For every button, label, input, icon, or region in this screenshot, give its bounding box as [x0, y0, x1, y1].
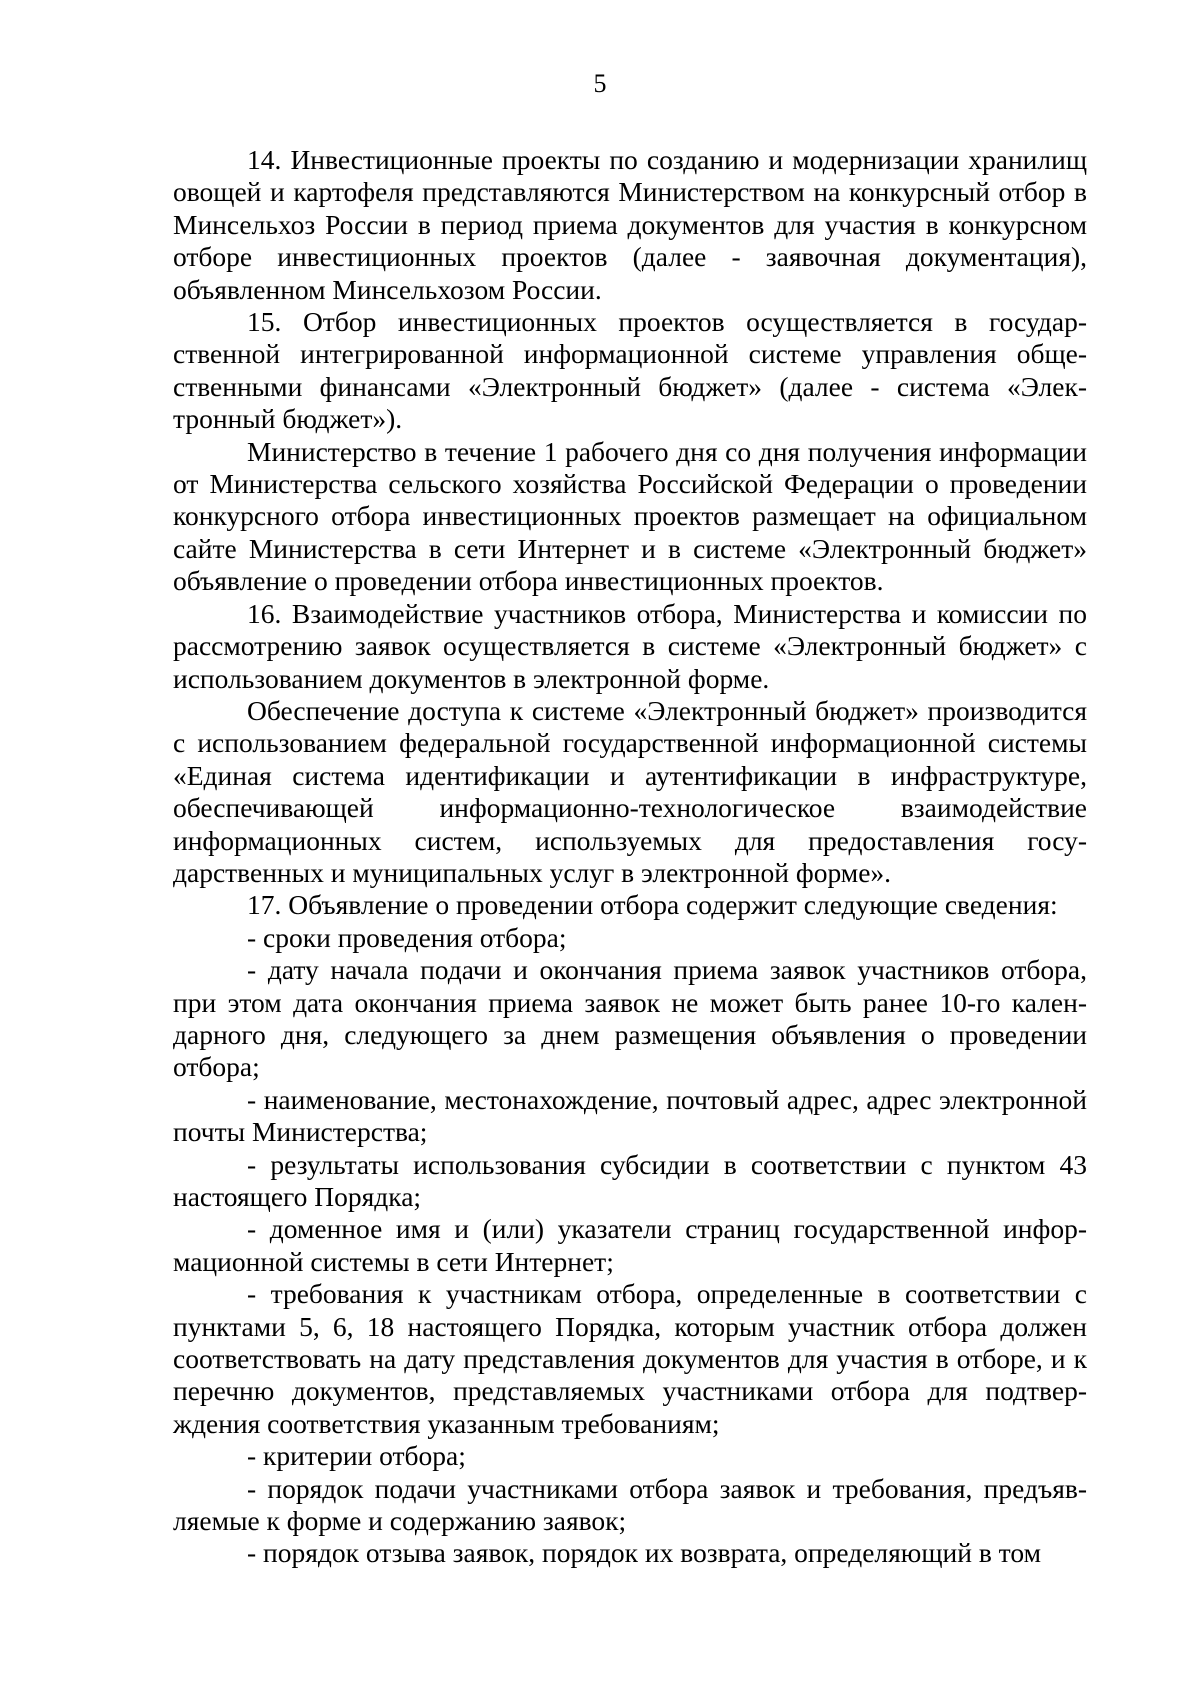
list-item-withdrawal-procedure: - порядок отзыва заявок, порядок их возврата, определяющий в том	[247, 1537, 1041, 1569]
document-body	[173, 144, 1087, 1570]
paragraph-16: 16. Взаимодействие участников отбора, Министерства и комиссии по рассмотрению заявок осуществляется в системе «Электронный бюджет» с использованием документов в электронной форме.	[173, 597, 1087, 694]
paragraph-ministry-announcement: Министерство в течение 1 рабочего дня со дня получения информации от Министерства сельского хозяйства Российской Федерации о проведении конкурсного отбора инвестиционных проектов размещает на официальном сайте Министерства в сети Интернет и в системе «Электронный бюджет» объявление о проведении отбора инвестиционных проектов.	[173, 435, 1087, 597]
list-item-application-procedure: - порядок подачи участниками отбора заявок и требования, предъявляемые к форме и содержанию заявок;	[173, 1472, 1087, 1537]
list-item-subsidy-results: - результаты использования субсидии в соответствии с пунктом 43 настоящего Порядка;	[173, 1148, 1087, 1212]
list-item-selection-period: - сроки проведения отбора;	[247, 921, 567, 953]
list-item-selection-criteria: - критерии отбора;	[247, 1440, 466, 1472]
paragraph-15: 15. Отбор инвестиционных проектов осуществляется в государственной интегрированной информационной системе управления общественными финансами «Электронный бюджет» (далее - система «Электронный бюджет»).	[173, 306, 1087, 435]
paragraph-17: 17. Объявление о проведении отбора содержит следующие сведения:	[247, 889, 1058, 921]
paragraph-access: Обеспечение доступа к системе «Электронный бюджет» производится с использованием федеральной государственной информационной системы «Единая система идентификации и аутентификации в инфраструктуре, обеспечивающей информационно-технологическое взаимодействие информационных систем, используемых для предоставления государственных и муниципальных услуг в электронной форме».	[173, 694, 1087, 888]
paragraph-14: 14. Инвестиционные проекты по созданию и модернизации хранилищ овощей и картофеля представляются Министерством на конкурсный отбор в Минсельхоз России в период приема документов для участия в конкурсном отборе инвестиционных проектов (далее - заявочная документация), объявленном Минсельхозом России.	[173, 144, 1087, 305]
list-item-application-dates: - дату начала подачи и окончания приема заявок участников отбора, при этом дата окончания приема заявок не может быть ранее 10-го календарного дня, следующего за днем размещения объявления о проведении отбора;	[173, 954, 1087, 1083]
page-number: 5	[593, 69, 607, 98]
list-item-participant-requirements: - требования к участникам отбора, определенные в соответствии с пунктами 5, 6, 18 настоящего Порядка, которым участник отбора должен соответствовать на дату представления документов для участия в отборе, и к перечню документов, представляемых участниками отбора для подтверждения соответствия указанным требованиям;	[173, 1278, 1087, 1439]
list-item-ministry-contacts: - наименование, местонахождение, почтовый адрес, адрес электронной почты Министерства;	[173, 1083, 1087, 1148]
list-item-domain-name: - доменное имя и (или) указатели страниц государственной информационной системы в сети Интернет;	[173, 1213, 1087, 1277]
